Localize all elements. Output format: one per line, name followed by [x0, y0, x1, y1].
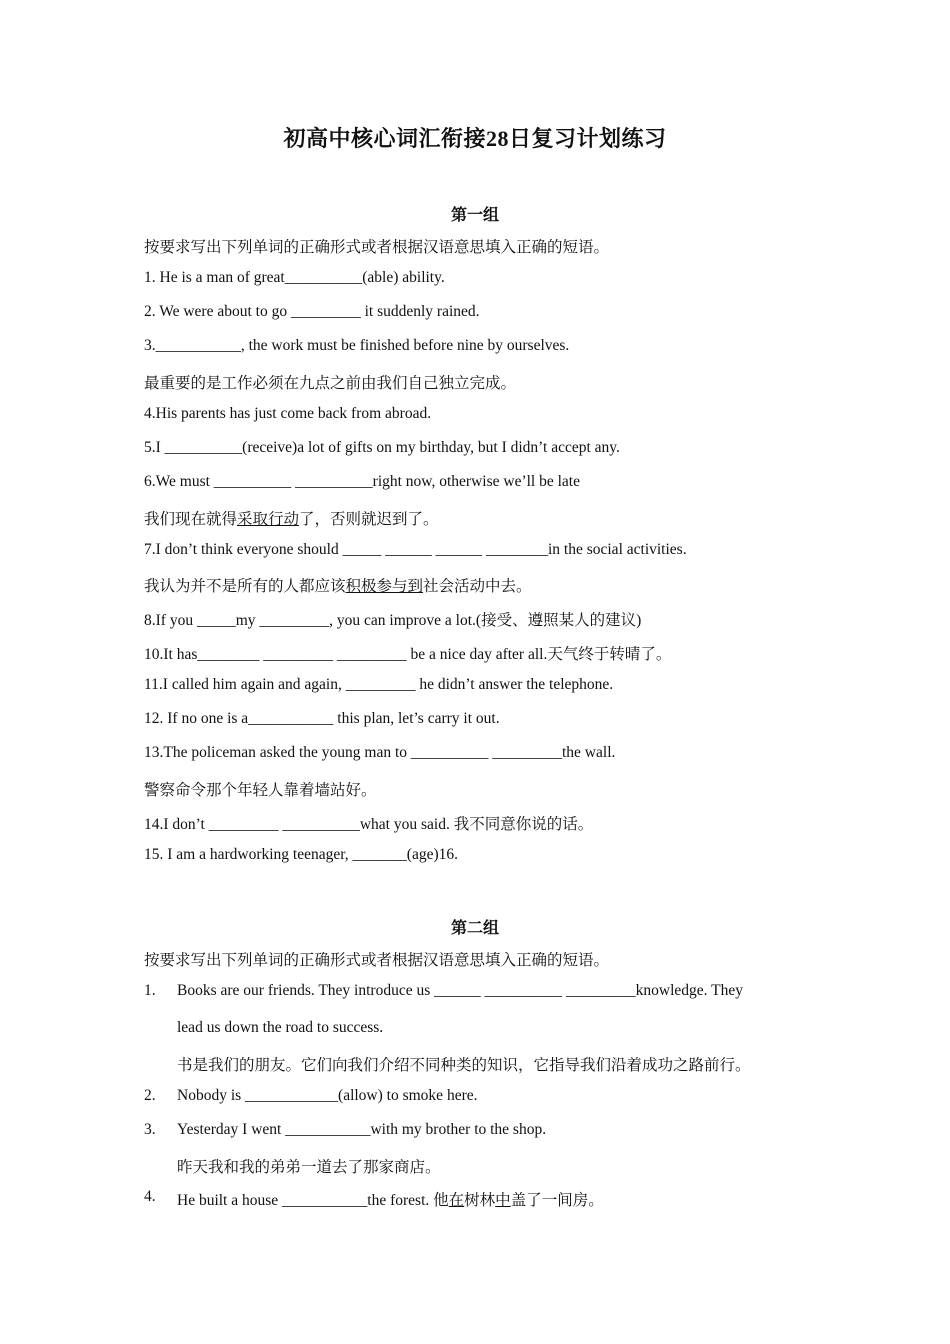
page-title: 初高中核心词汇衔接28日复习计划练习 [283, 126, 667, 151]
underlined-phrase: 积极参与到 [345, 578, 424, 595]
group2-heading: 第二组 [450, 920, 499, 937]
underlined-word: 在 [448, 1192, 465, 1209]
question-1: 1. He is a man of great__________(able) ability. [144, 269, 445, 286]
question-3-translation: 最重要的是工作必须在九点之前由我们自己独立完成。 [144, 375, 517, 392]
item-number: 2. [144, 1087, 156, 1104]
g2-question-1: Books are our friends. They introduce us ______ __________ _________knowledge. They [177, 982, 743, 999]
question-4: 4.His parents has just come back from abroad. [144, 405, 432, 422]
translation-text: 我认为并不是所有的人都应该 [144, 578, 346, 595]
group1-instruction: 按要求写出下列单词的正确形式或者根据汉语意思填入正确的短语。 [144, 239, 610, 256]
question-text: 树林 [464, 1192, 496, 1209]
question-10: 10.It has________ _________ _________ be a nice day after all.天气终于转晴了。 [144, 646, 672, 663]
question-8: 8.If you _____my _________, you can improve a lot.(接受、遵照某人的建议) [144, 612, 642, 629]
question-6-translation [144, 507, 439, 529]
question-text: 盖了一间房。 [510, 1192, 604, 1209]
question-13: 13.The policeman asked the young man to __________ _________the wall. [144, 744, 616, 761]
g2-question-1-cont: lead us down the road to success. [177, 1019, 384, 1036]
question-15: 15. I am a hardworking teenager, _______(age)16. [144, 846, 459, 863]
question-7-translation [144, 574, 532, 596]
question-13-translation: 警察命令那个年轻人靠着墙站好。 [144, 782, 377, 799]
g2-question-3-translation: 昨天我和我的弟弟一道去了那家商店。 [177, 1159, 441, 1176]
translation-text: 了，否则就迟到了。 [299, 511, 439, 528]
g2-question-3: Yesterday I went ___________with my brother to the shop. [177, 1121, 547, 1138]
g2-question-4 [177, 1188, 604, 1210]
question-11: 11.I called him again and again, _________ he didn’t answer the telephone. [144, 676, 614, 693]
item-number: 1. [144, 982, 156, 999]
translation-text: 我们现在就得 [144, 511, 238, 528]
g2-question-1-translation: 书是我们的朋友。它们向我们介绍不同种类的知识，它指导我们沿着成功之路前行。 [177, 1057, 751, 1074]
group2-instruction: 按要求写出下列单词的正确形式或者根据汉语意思填入正确的短语。 [144, 952, 610, 969]
question-14: 14.I don’t _________ __________what you said. 我不同意你说的话。 [144, 816, 594, 833]
question-5: 5.I __________(receive)a lot of gifts on my birthday, but I didn’t accept any. [144, 439, 620, 456]
underlined-word: 中 [495, 1192, 511, 1209]
question-2: 2. We were about to go _________ it suddenly rained. [144, 303, 480, 320]
group1-heading: 第一组 [450, 207, 499, 224]
question-3: 3.___________, the work must be finished before nine by ourselves. [144, 337, 570, 354]
item-number: 4. [144, 1188, 156, 1205]
g2-question-2: Nobody is ____________(allow) to smoke here. [177, 1087, 478, 1104]
question-6: 6.We must __________ __________right now, otherwise we’ll be late [144, 473, 580, 490]
translation-text: 社会活动中去。 [423, 578, 532, 595]
underlined-phrase: 采取行动 [237, 511, 300, 528]
question-7: 7.I don’t think everyone should _____ ______ ______ ________in the social activities. [144, 541, 687, 558]
question-text: He built a house ___________the forest. 他 [177, 1192, 449, 1209]
item-number: 3. [144, 1121, 156, 1138]
question-12: 12. If no one is a___________ this plan, let’s carry it out. [144, 710, 500, 727]
